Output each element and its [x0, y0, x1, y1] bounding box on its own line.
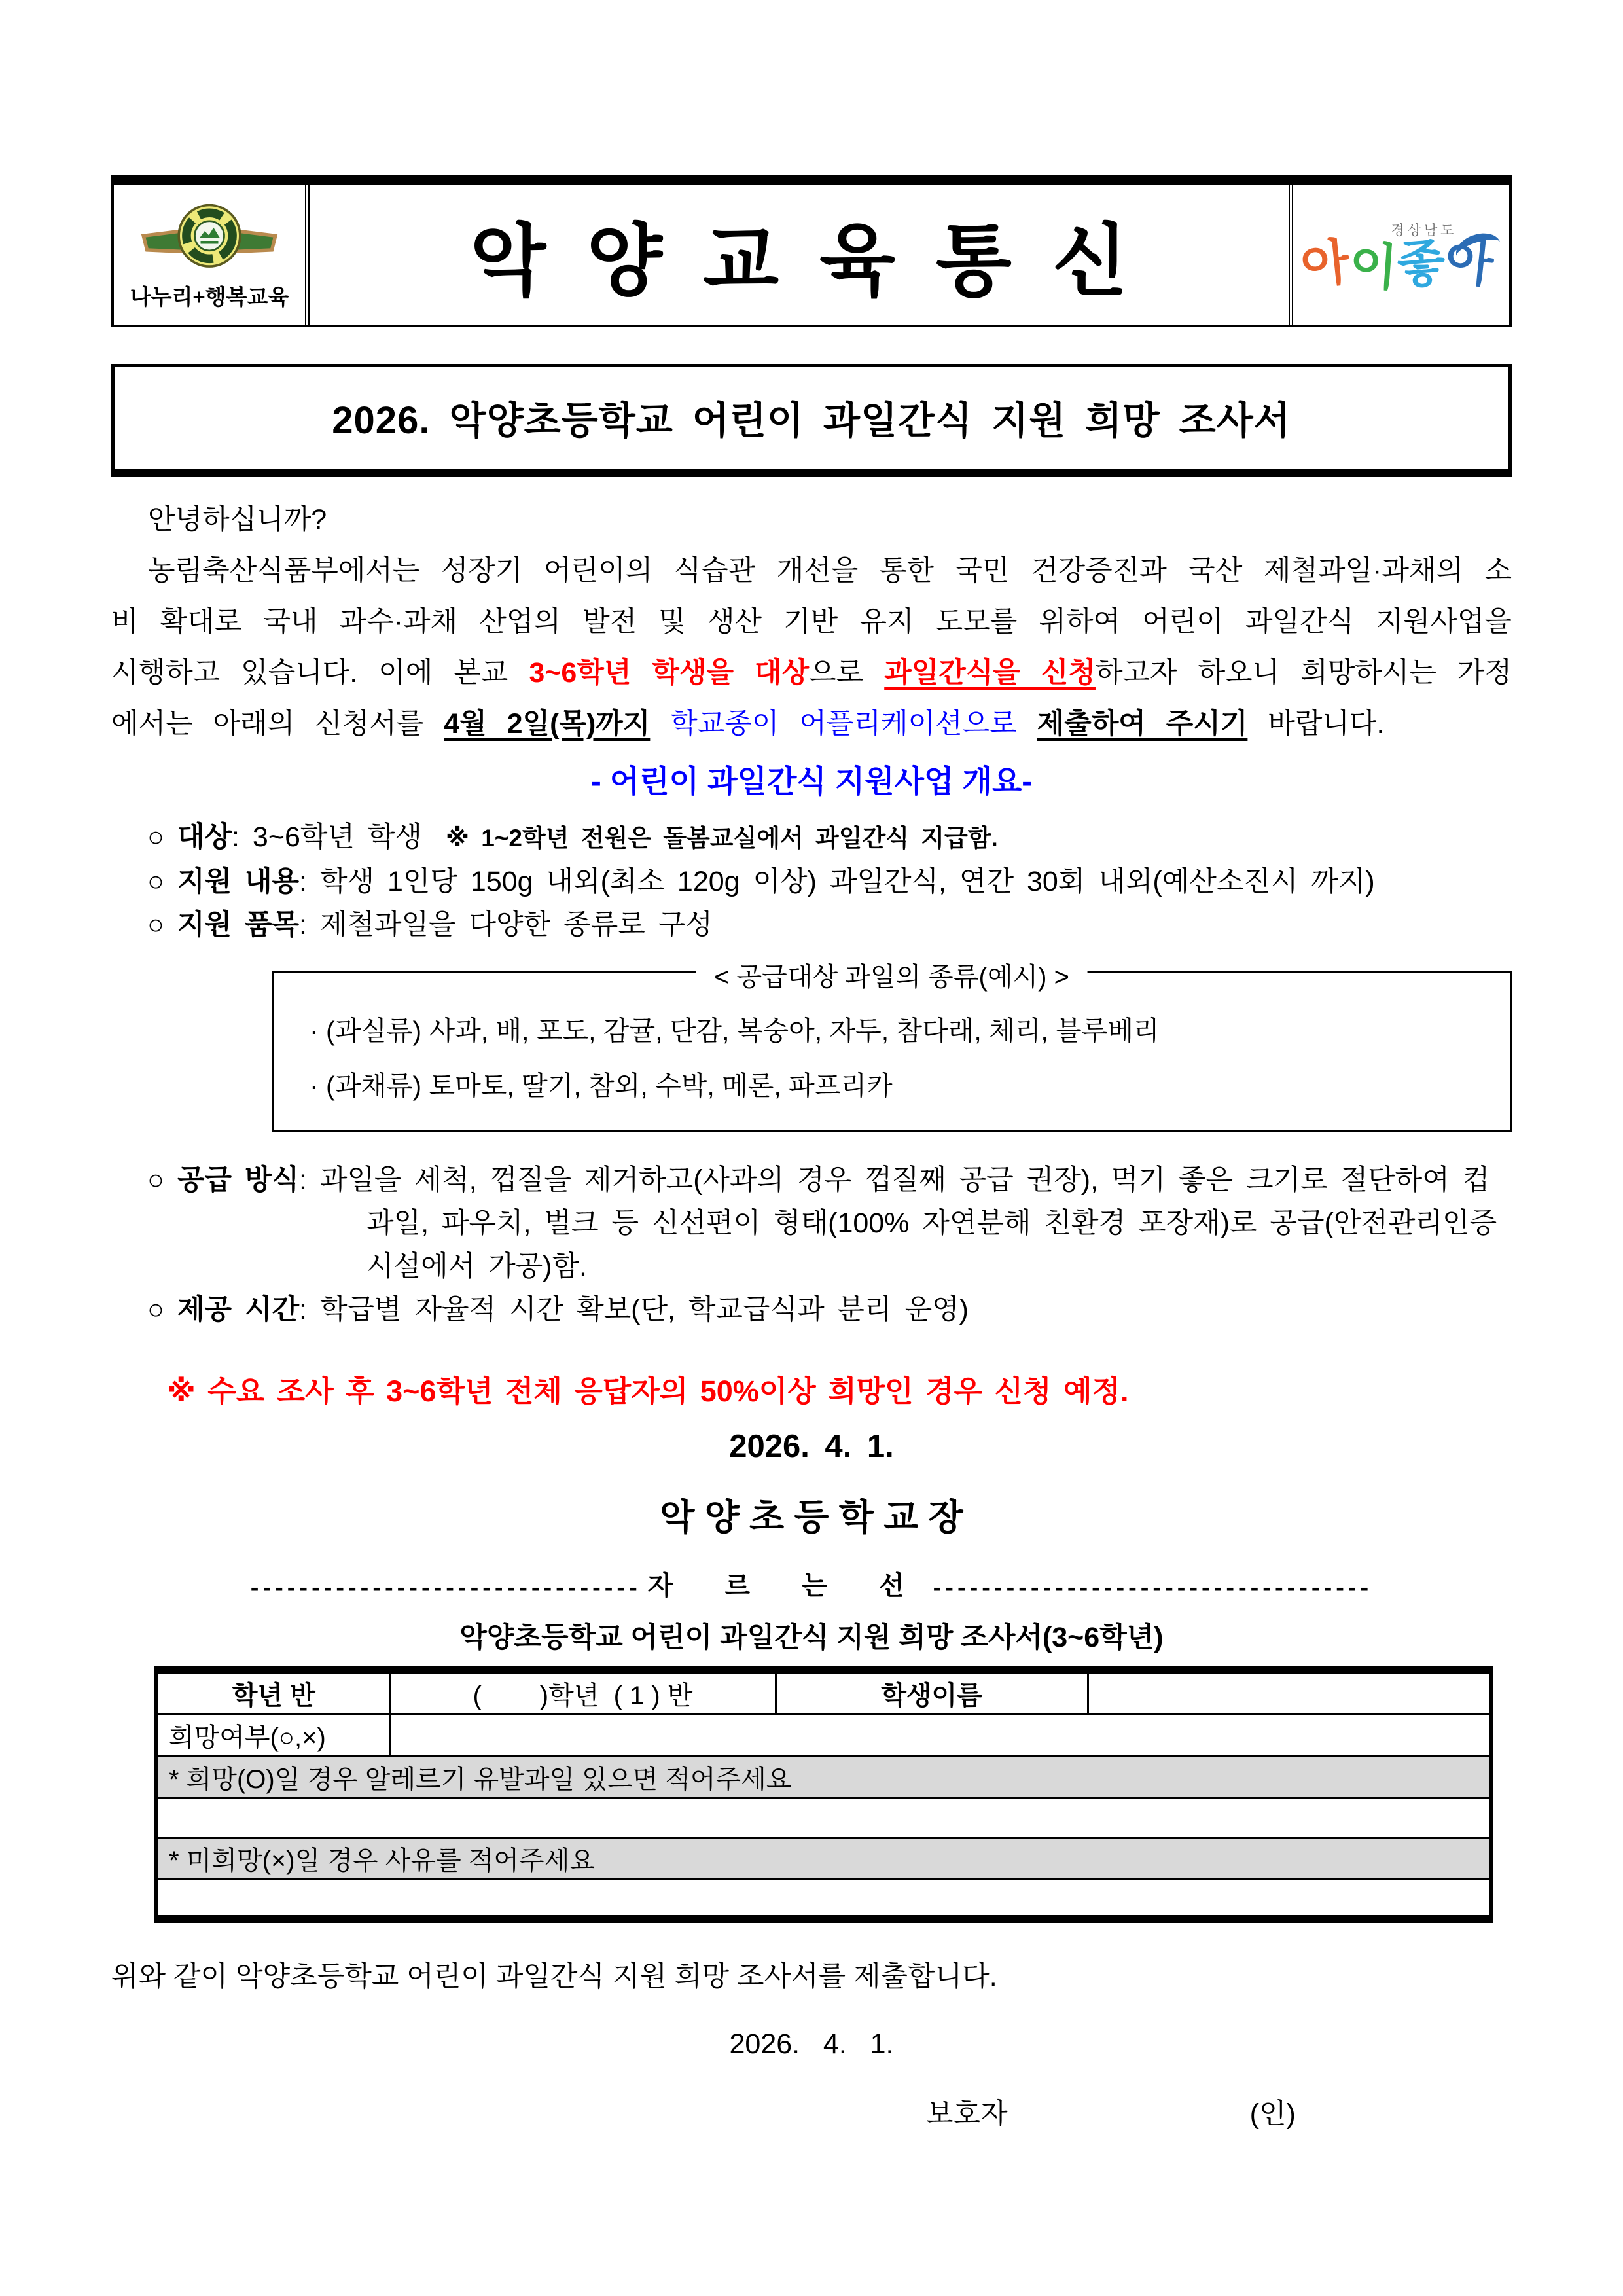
grade-class-label-cell: 학년 반: [156, 1670, 390, 1715]
item-label: 공급 방식: [177, 1164, 300, 1196]
aijoa-char-3: 좋: [1395, 234, 1448, 294]
intro-seg-9: [1017, 708, 1037, 740]
item-label: 제공 시간: [177, 1294, 300, 1325]
reason-prompt-cell: * 미희망(×)일 경우 사유를 적어주세요: [156, 1838, 1491, 1880]
survey-condition-note: ※ 수요 조사 후 3~6학년 전체 응답자의 50%이상 희망인 경우 신청 예정.: [167, 1374, 1129, 1408]
bullet-icon: ○: [147, 866, 164, 897]
intro-seg-5: 하고자 하오니 희망하시는 가정에서는 아래의 신청서를: [111, 657, 1512, 740]
table-row-allergy-prompt: [156, 1757, 1491, 1799]
item-text: 학생 1인당 150g 내외(최소 120g 이상) 과일간식, 연간 30회 내외(예산소진시 까지): [319, 866, 1375, 897]
student-name-label-cell: 학생이름: [776, 1670, 1088, 1715]
aijoa-logo-text: [1298, 232, 1501, 296]
intro-seg-submit: 제출하여 주시기: [1037, 708, 1248, 740]
wish-label-cell: 희망여부(○,×): [156, 1715, 390, 1757]
overview-item-goods: [147, 903, 1512, 946]
guardian-label: 보호자: [926, 2098, 1008, 2130]
aijoa-char-1: 아: [1298, 234, 1352, 295]
masthead-title: 악양교육통신: [305, 185, 1293, 325]
logo-caption: 나누리+행복교육: [130, 285, 289, 309]
reason-input-cell[interactable]: [156, 1880, 1491, 1919]
item-note: ※ 1~2학년 전원은 돌봄교실에서 과일간식 지급함.: [445, 825, 998, 852]
overview-item-content: [147, 860, 1512, 903]
item-text: 3~6학년 학생: [252, 821, 422, 853]
intro-seg-deadline: 4월 2일(목)까지: [444, 708, 651, 740]
aijoa-logo: [1293, 185, 1509, 325]
item-sep: :: [299, 1164, 320, 1196]
bullet-icon: ○: [147, 909, 164, 941]
overview-items2: [111, 1158, 1512, 1331]
cutline-dashes-right: ------------------------------------: [933, 1574, 1373, 1602]
item-label: 지원 내용: [177, 866, 300, 897]
aijoa-char-2: 이: [1347, 237, 1399, 296]
item-text: 과일을 세척, 껍질을 제거하고(사과의 경우 껍질째 공급 권장), 먹기 좋은 크기로 절단하여 컵과일, 파우치, 벌크 등 신선편이 형태(100% 자연분해 친환경 포장재)로 공급(안전관리인증 시설에서 가공)함.: [319, 1164, 1497, 1282]
overview-heading: - 어린이 과일간식 지원사업 개요-: [591, 764, 1032, 798]
item-text: 학급별 자율적 시간 확보(단, 학교급식과 분리 운영): [319, 1294, 969, 1325]
item-sep: :: [299, 1294, 320, 1325]
submission-date: 2026. 4. 1.: [729, 2028, 894, 2060]
issue-date: 2026. 4. 1.: [729, 1429, 894, 1464]
grade-class-value-cell[interactable]: ( )학년 ( 1 ) 반: [390, 1670, 776, 1715]
item-label: 대상: [177, 821, 232, 853]
school-logo-cell: [114, 185, 305, 325]
aijoa-small-text: 경상남도: [1391, 223, 1457, 238]
seal-label: (인): [1249, 2098, 1296, 2130]
form-title: 악양초등학교 어린이 과일간식 지원 희망 조사서(3~6학년): [459, 1622, 1164, 1653]
allergy-prompt-cell: * 희망(O)일 경우 알레르기 유발과일 있으면 적어주세요: [156, 1757, 1491, 1799]
cutline-label: 자 르 는 선: [647, 1571, 927, 1600]
table-row-reason-prompt: [156, 1838, 1491, 1880]
intro-seg-apply-red: 과일간식을 신청: [884, 657, 1096, 689]
bullet-icon: ○: [147, 1164, 164, 1196]
principal-signature: 악 양 초 등 학 교 장: [660, 1497, 963, 1537]
table-row-reason-input: [156, 1880, 1491, 1919]
student-name-input-cell[interactable]: [1088, 1670, 1491, 1715]
intro-seg-1: 농림축산식품부에서는 성장기 어린이의 식습관 개선을 통한 국민 건강증진과 국산 제철과일·과채의 소비 확대로 국내 과수·과채 산업의 발전 및 생산 기반 유지 도모를 위하여 어린이 과일간식 지원사업을 시행하고 있습니다. 이에 본교: [111, 555, 1512, 689]
item-sep: :: [232, 821, 253, 853]
wish-input-cell[interactable]: [390, 1715, 1491, 1757]
document-title: 2026. 악양초등학교 어린이 과일간식 지원 희망 조사서: [111, 364, 1512, 477]
intro-seg-3: 으로: [809, 657, 885, 689]
intro-seg-11: 바랍니다.: [1247, 708, 1385, 740]
item-sep: :: [299, 866, 320, 897]
overview-item-supply: [147, 1158, 1512, 1288]
item-text: 제철과일을 다양한 종류로 구성: [319, 909, 713, 941]
intro-seg-app-blue: 학교종이 어플리케이션으로: [670, 708, 1017, 740]
fruit-line-vegfruits: · (과채류) 토마토, 딸기, 참외, 수박, 메론, 파프리카: [310, 1071, 893, 1101]
allergy-input-cell[interactable]: [156, 1799, 1491, 1838]
bullet-icon: ○: [147, 821, 164, 853]
fruit-examples-box: [272, 963, 1512, 1132]
cutline-dashes-left: --------------------------------: [250, 1574, 641, 1602]
table-row-allergy-input: [156, 1799, 1491, 1838]
overview-item-target: [147, 816, 1512, 860]
table-row-grade-name: [156, 1670, 1491, 1715]
intro-section: [111, 494, 1512, 749]
intro-paragraph: [111, 545, 1512, 749]
newsletter-masthead: [111, 175, 1512, 327]
cut-line: [111, 1565, 1512, 1602]
guardian-signature-line: [111, 2092, 1512, 2132]
fruit-box-caption: < 공급대상 과일의 종류(예시) >: [696, 956, 1088, 994]
intro-seg-target-red: 3~6학년 학생을 대상: [529, 657, 810, 689]
aijoa-char-4: 아: [1442, 232, 1497, 293]
fruit-line-fruits: · (과실류) 사과, 배, 포도, 감귤, 단감, 복숭아, 자두, 참다래, 체리, 블루베리: [310, 1016, 1160, 1046]
item-sep: :: [299, 909, 320, 941]
submission-statement: 위와 같이 악양초등학교 어린이 과일간식 지원 희망 조사서를 제출합니다.: [111, 1960, 997, 1992]
school-emblem-icon: [139, 202, 280, 274]
intro-seg-7: [650, 708, 670, 740]
table-row-wish: [156, 1715, 1491, 1757]
reply-form-table: [154, 1666, 1493, 1923]
bullet-icon: ○: [147, 1294, 164, 1325]
greeting-line: 안녕하십니까?: [148, 504, 327, 535]
item-label: 지원 품목: [177, 909, 300, 941]
overview-item-time: [147, 1288, 1512, 1331]
